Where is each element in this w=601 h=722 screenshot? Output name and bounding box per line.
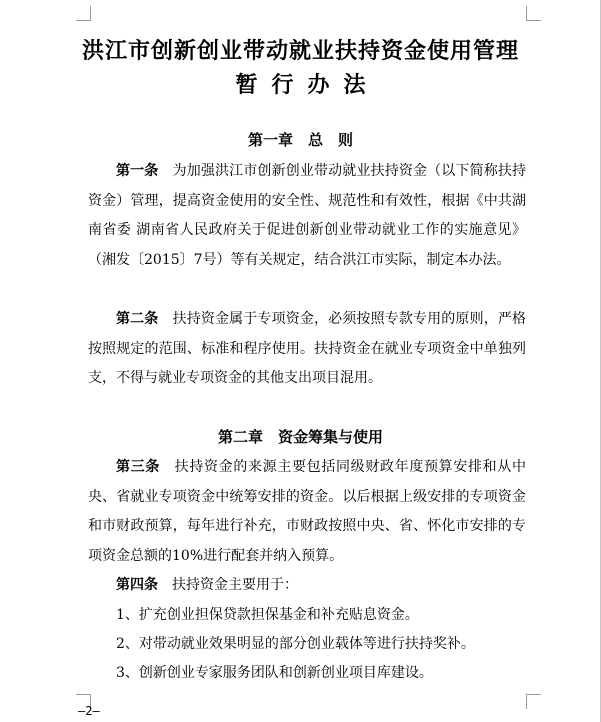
article-3-text: 扶持资金的来源主要包括同级财政年度预算安排和从中央、省就业专项资金中统筹安排的资金。以后根据上级安排的专项资金和市财政预算，每年进行补充，市财政按照中央、省、怀化市安排的专项资金总额的10%进行配套并纳入预算。 xyxy=(88,459,526,564)
article-3-label: 第三条 xyxy=(116,459,160,475)
document-title-line-2: 暂行办法 xyxy=(235,72,380,98)
page-number: —2— xyxy=(78,704,100,718)
article-3-paragraph xyxy=(88,453,526,571)
list-item: 1、扩充创业担保贷款担保基金和补充贴息资金。 xyxy=(116,607,419,623)
article-1-text: 为加强洪江市创新创业带动就业扶持资金（以下简称扶持资金）管理，提高资金使用的安全性、规范性和有效性，根据《中共湖南省委 湖南省人民政府关于促进创新创业带动就业工作的实施意见》（湘发〔2015〕7号）等有关规定，结合洪江市实际，制定本办法。 xyxy=(88,163,527,268)
chapter-2-heading: 第二章 资金筹集与使用 xyxy=(217,428,383,446)
crop-mark-bottom-right xyxy=(526,694,541,709)
article-4-text: 扶持资金主要用于： xyxy=(158,577,298,593)
article-2-text: 扶持资金属于专项资金，必须按照专款专用的原则，严格按照规定的范围、标准和程序使用。扶持资金在就业专项资金中单独列支，不得与就业专项资金的其他支出项目混用。 xyxy=(88,311,527,386)
article-4-label: 第四条 xyxy=(116,577,158,593)
list-item: 3、创新创业专家服务团队和创新创业项目库建设。 xyxy=(116,665,433,681)
article-4-paragraph xyxy=(88,571,526,601)
chapter-1-heading: 第一章 总 则 xyxy=(247,131,353,149)
crop-mark-top-right xyxy=(526,6,541,21)
crop-mark-top-left xyxy=(76,6,91,21)
list-item: 2、对带动就业效果明显的部分创业载体等进行扶持奖补。 xyxy=(116,636,475,652)
article-1-paragraph xyxy=(88,157,526,275)
document-title-line-1: 洪江市创新创业带动就业扶持资金使用管理 xyxy=(81,38,519,64)
article-2-paragraph xyxy=(88,305,526,394)
article-1-label: 第一条 xyxy=(116,163,159,179)
article-2-label: 第二条 xyxy=(116,311,159,327)
